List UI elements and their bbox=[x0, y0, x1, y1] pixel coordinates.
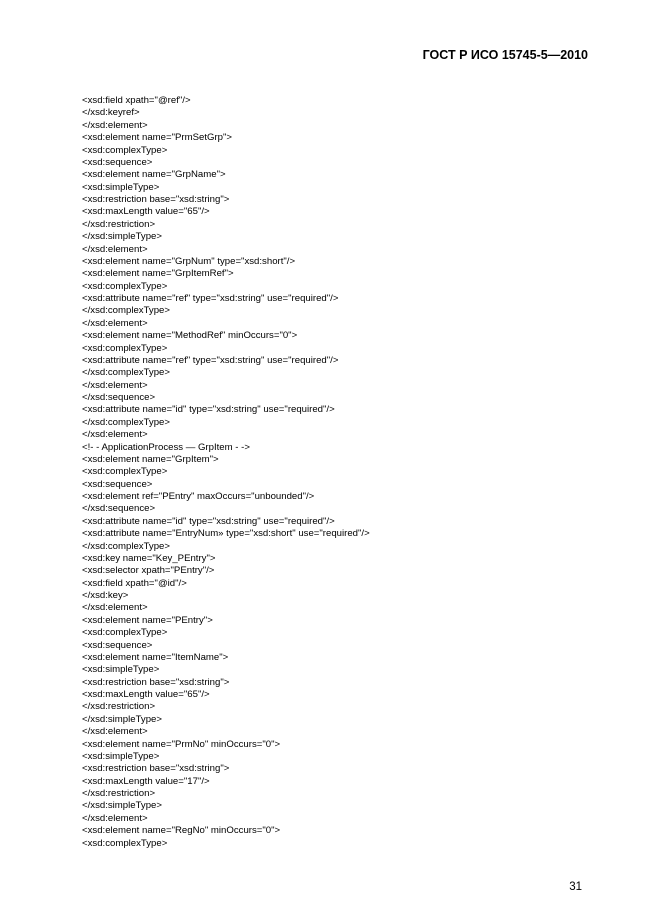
code-line: </xsd:simpleType> bbox=[82, 800, 162, 812]
code-line: <xsd:key name="Key_PEntry"> bbox=[82, 552, 216, 564]
code-line: </xsd:element> bbox=[82, 243, 148, 255]
code-line: </xsd:simpleType> bbox=[82, 713, 162, 725]
code-line: </xsd:restriction> bbox=[82, 701, 156, 713]
code-line: <xsd:attribute name="ref" type="xsd:string" use="required"/> bbox=[82, 293, 339, 304]
xsd-code-listing bbox=[82, 95, 370, 850]
page-number: 31 bbox=[569, 881, 582, 893]
code-line: </xsd:element> bbox=[82, 317, 148, 329]
code-line: <xsd:element name="GrpNum" type="xsd:short"/> bbox=[82, 255, 296, 267]
code-line: <xsd:restriction base="xsd:string"> bbox=[82, 676, 230, 688]
code-line: <xsd:sequence> bbox=[82, 478, 153, 490]
document-header: ГОСТ Р ИСО 15745-5—2010 bbox=[422, 48, 588, 62]
code-line: <xsd:complexType> bbox=[82, 627, 168, 639]
code-line: <xsd:complexType> bbox=[82, 837, 168, 849]
code-line: </xsd:sequence> bbox=[82, 392, 156, 403]
code-line: </xsd:key> bbox=[82, 590, 129, 601]
code-line: <xsd:sequence> bbox=[82, 156, 153, 168]
code-line: <xsd:complexType> bbox=[82, 280, 168, 292]
code-line: <xsd:element name="ItemName"> bbox=[82, 651, 229, 663]
code-line: <xsd:element name="RegNo" minOccurs="0"> bbox=[82, 825, 281, 837]
code-line: <xsd:attribute name="ref" type="xsd:string" use="required"/> bbox=[82, 354, 339, 366]
code-line: <xsd:complexType> bbox=[82, 342, 168, 354]
code-line: <!- - ApplicationProcess — GrpItem - -> bbox=[82, 441, 250, 453]
code-line: <xsd:maxLength value="65"/> bbox=[82, 206, 210, 218]
code-line: </xsd:complexType> bbox=[82, 540, 170, 552]
code-line: <xsd:field xpath="@id"/> bbox=[82, 577, 187, 589]
code-line: <xsd:element name="GrpItem"> bbox=[82, 453, 219, 465]
code-line: </xsd:element> bbox=[82, 429, 148, 441]
code-line: <xsd:simpleType> bbox=[82, 181, 160, 193]
code-line: <xsd:complexType> bbox=[82, 144, 168, 156]
code-line: </xsd:complexType> bbox=[82, 416, 170, 428]
code-line: <xsd:selector xpath="PEntry"/> bbox=[82, 565, 215, 577]
code-line: <xsd:sequence> bbox=[82, 639, 153, 651]
code-line: <xsd:maxLength value="65"/> bbox=[82, 689, 210, 700]
code-line: <xsd:complexType> bbox=[82, 466, 168, 478]
code-line: </xsd:sequence> bbox=[82, 503, 156, 515]
code-line: <xsd:restriction base="xsd:string"> bbox=[82, 194, 230, 205]
code-line: </xsd:simpleType> bbox=[82, 231, 162, 243]
code-line: </xsd:complexType> bbox=[82, 305, 170, 317]
code-line: <xsd:element name="PEntry"> bbox=[82, 614, 213, 626]
code-line: <xsd:attribute name="id" type="xsd:string" use="required"/> bbox=[82, 404, 335, 416]
code-line: <xsd:attribute name="EntryNum» type="xsd:short" use="required"/> bbox=[82, 528, 370, 540]
code-line: <xsd:attribute name="id" type="xsd:string" use="required"/> bbox=[82, 515, 335, 527]
code-line: </xsd:element> bbox=[82, 379, 148, 391]
code-line: </xsd:element> bbox=[82, 119, 148, 131]
code-line: <xsd:restriction base="xsd:string"> bbox=[82, 763, 230, 775]
code-line: <xsd:maxLength value="17"/> bbox=[82, 775, 210, 787]
code-line: </xsd:restriction> bbox=[82, 788, 156, 799]
code-line: </xsd:element> bbox=[82, 602, 148, 614]
code-line: <xsd:element name="GrpItemRef"> bbox=[82, 268, 234, 280]
code-line: </xsd:element> bbox=[82, 726, 148, 738]
code-line: </xsd:element> bbox=[82, 812, 148, 824]
code-line: <xsd:element name="MethodRef" minOccurs="0"> bbox=[82, 330, 298, 342]
code-line: <xsd:element name="GrpName"> bbox=[82, 169, 226, 181]
code-line: <xsd:element name="PrmSetGrp"> bbox=[82, 132, 232, 144]
code-line: <xsd:element name="PrmNo" minOccurs="0"> bbox=[82, 738, 281, 750]
code-line: <xsd:field xpath="@ref"/> bbox=[82, 95, 191, 106]
code-line: </xsd:complexType> bbox=[82, 367, 170, 379]
code-line: </xsd:restriction> bbox=[82, 218, 156, 230]
code-line: <xsd:simpleType> bbox=[82, 750, 160, 762]
code-line: <xsd:simpleType> bbox=[82, 664, 160, 676]
code-line: </xsd:keyref> bbox=[82, 107, 140, 119]
code-line: <xsd:element ref="PEntry" maxOccurs="unbounded"/> bbox=[82, 491, 315, 502]
